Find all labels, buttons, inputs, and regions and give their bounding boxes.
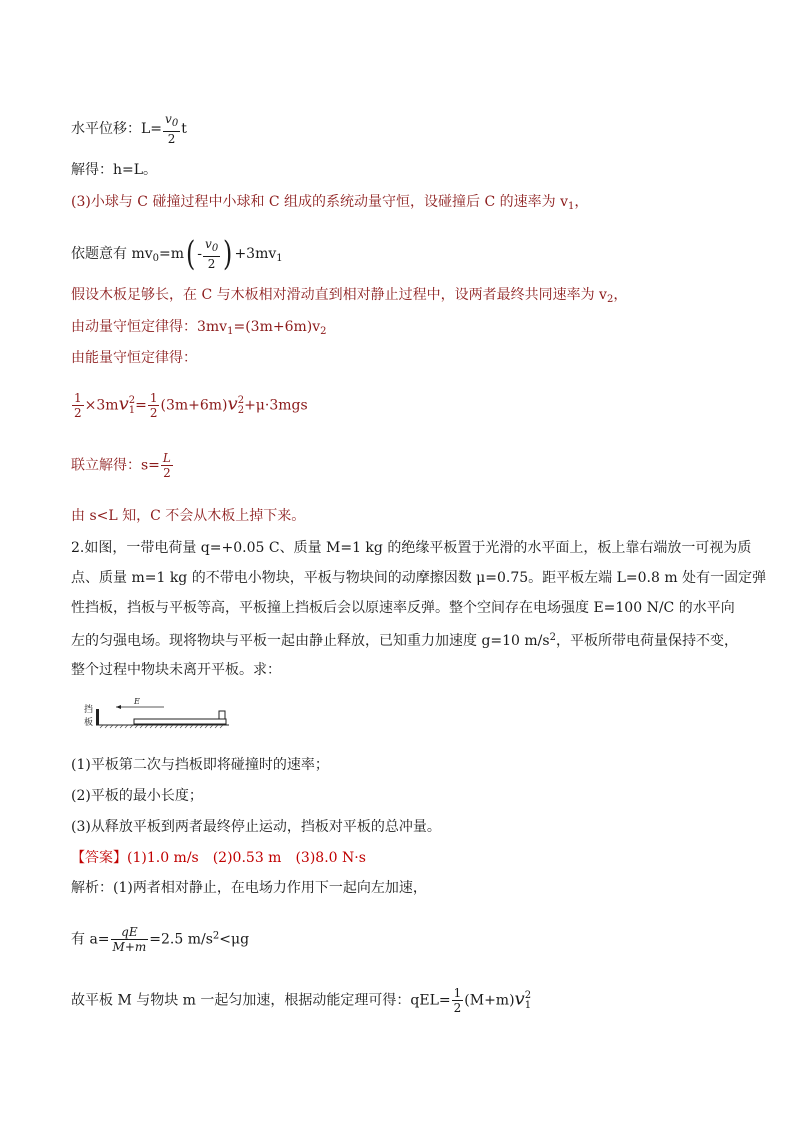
energy-conservation-line: 由能量守恒定律得：	[71, 350, 197, 366]
problem2-line5: 整个过程中物块未离开平板。求：	[71, 662, 281, 678]
text: t	[181, 121, 187, 137]
plate-wall-diagram	[84, 695, 244, 735]
field-label: E	[134, 697, 140, 706]
energy-equation-line: $\frac{1}{2}$ ×3mv 2 1 = $\frac{1}{2}$ (3m+6m)v 2 2 +μ·3mgs	[74, 391, 308, 420]
wall-block	[96, 709, 99, 725]
analysis-line: 解析：(1)两者相对静止，在电场力作用下一起向左加速，	[71, 880, 427, 896]
text: 水平位移：L=	[71, 121, 163, 137]
plate	[134, 719, 226, 724]
problem2-line2: 点、质量 m=1 kg 的不带电小物块，平板与物块间的动摩擦因数 μ=0.75。距平板左端 L=0.8 m 处有一固定弹	[71, 570, 767, 586]
field-arrowhead	[116, 705, 121, 709]
acceleration-line: 有 a= $\frac{qE}{M+m}$ =2.5 $m/s^2<\mu g$	[71, 925, 250, 954]
small-block	[219, 711, 225, 719]
problem2-line4: 左的匀强电场。现将物块与平板一起由静止释放，已知重力加速度 g=10 $m/s^2$，平板所带电荷量保持不变，	[71, 632, 738, 649]
fraction: $\frac{v_0}{2}$	[165, 112, 179, 146]
kinetic-energy-line: 故平板 M 与物块 m 一起匀加速，根据动能定理可得：qEL= $\frac{1}{2}$ (M+m)v 2 1	[71, 986, 532, 1015]
wall-label-top: 挡	[84, 705, 94, 715]
equation-line: 依题意有 $mv_0=m$( - $\frac{v_0}{2}$ ) $+3mv_1$	[71, 234, 283, 274]
assumption-line: 假设木板足够长，在 C 与木板相对滑动直到相对静止过程中，设两者最终共同速率为 $v_2$，	[71, 287, 628, 305]
wall-label-bottom: 板	[84, 718, 94, 728]
momentum-conservation-line: (3)小球与 C 碰撞过程中小球和 C 组成的系统动量守恒，设碰撞后 C 的速率为 $v_1$，	[71, 194, 589, 212]
solve-h-line: 解得：h=L。	[71, 162, 158, 178]
answer-text: (1)1.0 m/s (2)0.53 m (3)8.0 N·s	[127, 850, 366, 866]
answer-label: 【答案】	[71, 850, 127, 866]
question-2: (2)平板的最小长度；	[71, 788, 203, 804]
problem2-line1: 2.如图，一带电荷量 q=+0.05 C、质量 M=1 kg 的绝缘平板置于光滑的水平面上，板上靠右端放一可视为质	[71, 540, 752, 556]
momentum-equation-line: 由动量守恒定律得：$3mv_1=(3m+6m)v_2$	[71, 319, 327, 337]
solve-s-line: 联立解得：s= $\frac{L}{2}$	[71, 451, 171, 480]
question-1: (1)平板第二次与挡板即将碰撞时的速率；	[71, 757, 329, 773]
question-3: (3)从释放平板到两者最终停止运动，挡板对平板的总冲量。	[71, 819, 441, 835]
problem-figure	[84, 695, 244, 735]
horizontal-displacement-line	[71, 112, 187, 146]
problem2-line3: 性挡板，挡板与平板等高，平板撞上挡板后会以原速率反弹。整个空间存在电场强度 E=100 N/C 的水平向	[71, 600, 735, 616]
answer-line	[71, 847, 366, 869]
conclusion-line: 由 s<L 知，C 不会从木板上掉下来。	[71, 508, 306, 524]
